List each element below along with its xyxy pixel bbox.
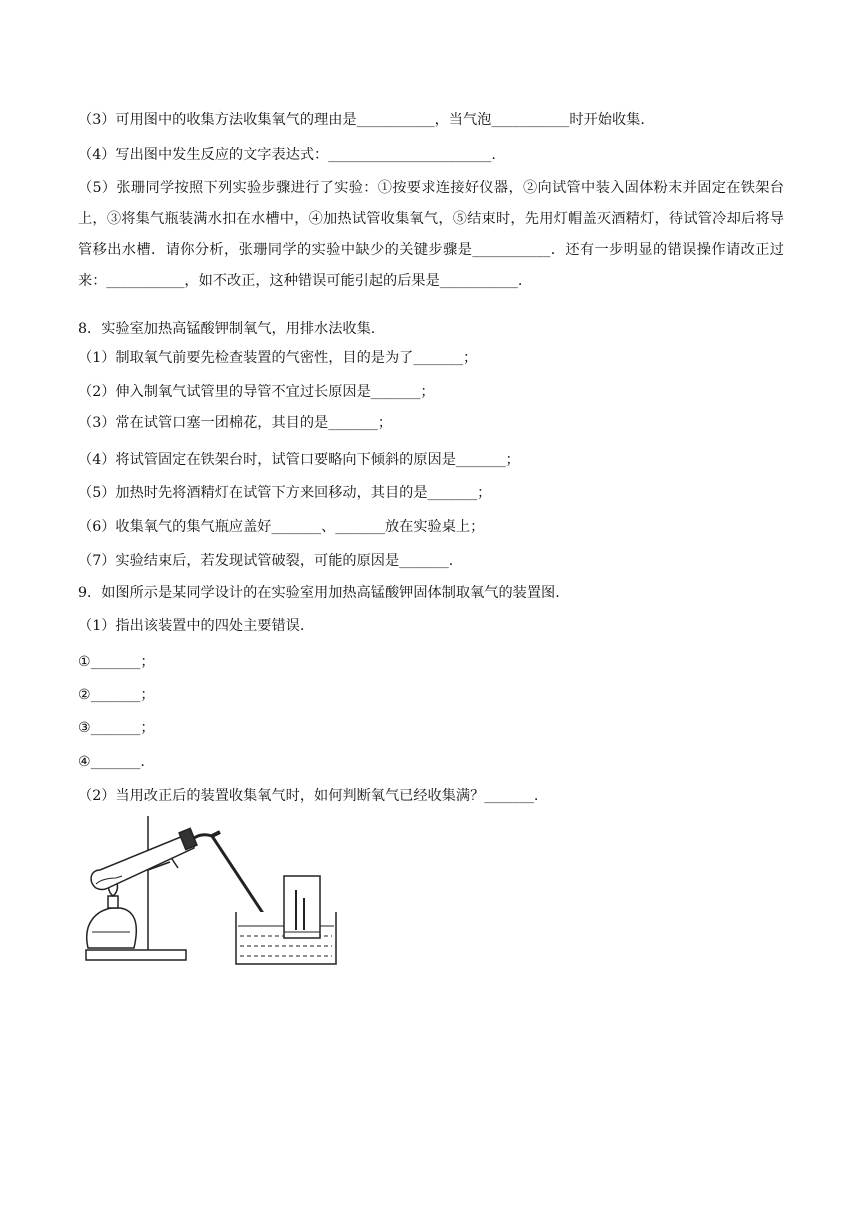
q8-item-2: （2）伸入制氧气试管里的导管不宜过长原因是_______； <box>78 384 435 400</box>
q9-blank-3: ③_______； <box>78 720 155 736</box>
gas-jar <box>284 876 320 938</box>
q9-sub1: （1）指出该装置中的四处主要错误. <box>78 618 305 634</box>
q8-title: 8．实验室加热高锰酸钾制氧气，用排水法收集. <box>78 321 376 337</box>
q9-blank-1: ①_______； <box>78 654 155 670</box>
q8-item-3: （3）常在试管口塞一团棉花，其目的是_______； <box>78 415 393 431</box>
q8-item-4: （4）将试管固定在铁架台时，试管口要略向下倾斜的原因是_______； <box>78 452 520 468</box>
q9-sub2: （2）当用改正后的装置收集氧气时，如何判断氧气已经收集满？_______. <box>78 788 539 804</box>
oxygen-apparatus-figure <box>78 812 340 972</box>
q8-item-6: （6）收集氧气的集气瓶应盖好_______、_______放在实验桌上； <box>78 519 485 535</box>
q8-item-7: （7）实验结束后，若发现试管破裂，可能的原因是_______. <box>78 553 454 569</box>
q7-part3: （3）可用图中的收集方法收集氧气的理由是___________，当气泡___________时开始收集. <box>78 112 645 128</box>
alcohol-lamp <box>87 908 137 948</box>
q8-item-1: （1）制取氧气前要先检查装置的气密性，目的是为了_______； <box>78 350 478 366</box>
q9-title: 9．如图所示是某同学设计的在实验室用加热高锰酸钾固体制取氧气的装置图. <box>78 585 560 601</box>
q9-blank-4: ④_______. <box>78 754 145 770</box>
iron-stand-base <box>86 950 186 960</box>
test-tube <box>91 834 194 890</box>
q7-part4: （4）写出图中发生反应的文字表达式：_______________________. <box>78 147 496 163</box>
q8-item-5: （5）加热时先将酒精灯在试管下方来回移动，其目的是_______； <box>78 485 492 501</box>
q7-part5: （5）张珊同学按照下列实验步骤进行了实验：①按要求连接好仪器，②向试管中装入固体粉末并固定在铁架台上，③将集气瓶装满水扣在水槽中，④加热试管收集氧气，⑤结束时，先用灯帽盖灭酒精灯，待试管冷却后将导管移出水槽．请你分析，张珊同学的实验中缺少的关键步骤是___________．还有一步明显的错误操作请改正过来：___________，如不改正，这种错误可能引起的后果是___________. <box>78 180 784 289</box>
q9-blank-2: ②_______； <box>78 687 155 703</box>
